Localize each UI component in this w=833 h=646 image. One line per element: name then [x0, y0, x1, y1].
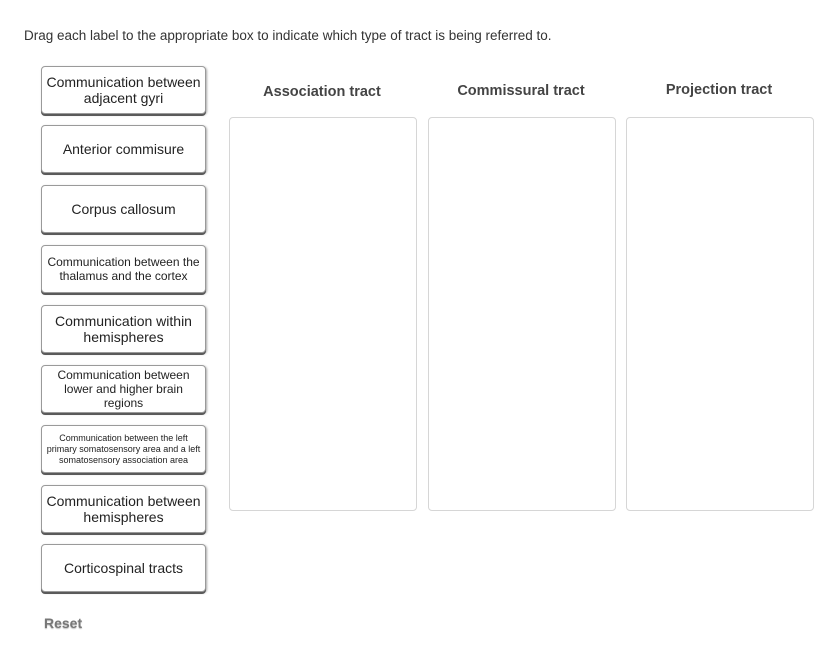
instructions-text: Drag each label to the appropriate box to indicate which type of tract is being referred to. [24, 28, 552, 43]
drag-label-lower-higher-brain[interactable] [41, 365, 206, 413]
drag-label-text: Anterior commisure [62, 141, 185, 157]
association-tract-dropzone[interactable] [229, 117, 417, 511]
drag-label-text: Corpus callosum [71, 201, 176, 217]
drag-label-somatosensory[interactable] [41, 425, 206, 473]
drag-label-anterior-commisure[interactable] [41, 125, 206, 173]
drag-label-text: Communication between adjacent gyri [46, 74, 201, 106]
projection-tract-header: Projection tract [665, 82, 773, 98]
drag-label-corticospinal[interactable] [41, 544, 206, 592]
reset-button[interactable]: Reset [44, 615, 83, 631]
drag-label-text: Corticospinal tracts [63, 560, 184, 576]
drag-label-within-hemispheres[interactable] [41, 305, 206, 353]
drag-label-corpus-callosum[interactable] [41, 185, 206, 233]
drag-label-thalamus-cortex[interactable] [41, 245, 206, 293]
drag-label-text: Communication between hemispheres [46, 493, 201, 525]
drag-label-text: Communication between the thalamus and the cortex [47, 255, 200, 283]
commissural-tract-dropzone[interactable] [428, 117, 616, 511]
drag-label-text: Communication between the left primary somatosensory area and a left somatosensory association area [46, 432, 201, 465]
drag-label-between-hemispheres[interactable] [41, 485, 206, 533]
projection-tract-dropzone[interactable] [626, 117, 814, 511]
drag-label-text: Communication between lower and higher brain regions [57, 368, 190, 410]
commissural-tract-header: Commissural tract [457, 83, 585, 99]
association-tract-header: Association tract [263, 84, 381, 100]
drag-label-adjacent-gyri[interactable] [41, 66, 206, 114]
drag-label-text: Communication within hemispheres [55, 313, 192, 345]
